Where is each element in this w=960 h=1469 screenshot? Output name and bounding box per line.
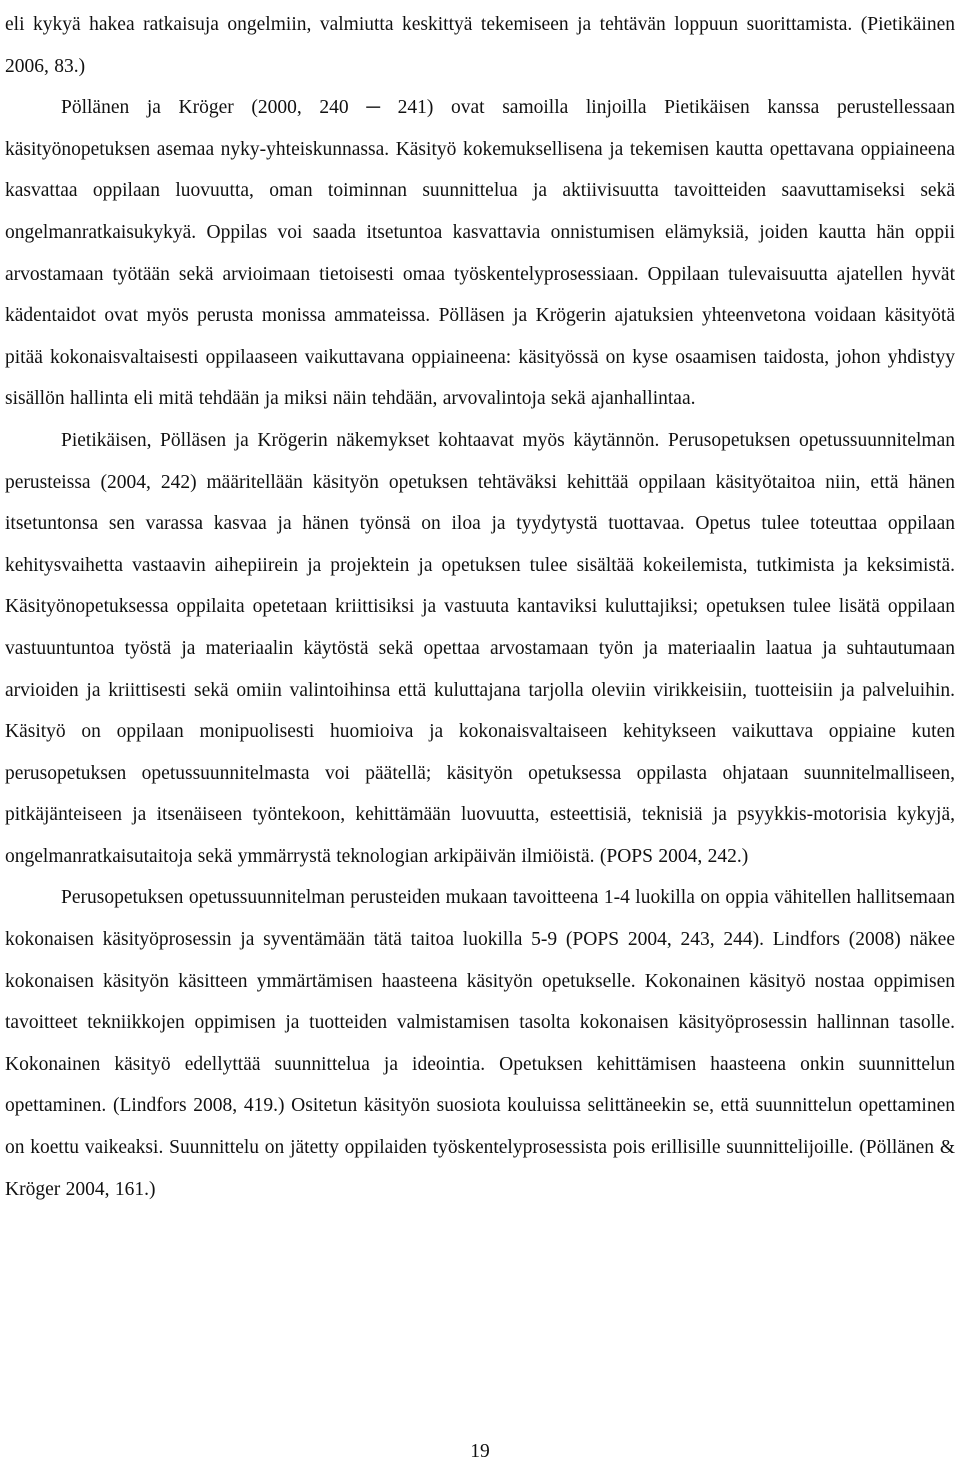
- paragraph-1: eli kykyä hakea ratkaisuja ongelmiin, valmiutta keskittyä tekemiseen ja tehtävän loppuun suorittamista. (Pietikäinen 2006, 83.): [5, 14, 955, 77]
- document-page: [5, 0, 955, 1469]
- paragraph-2: Pöllänen ja Kröger (2000, 240 ─ 241) ovat samoilla linjoilla Pietikäisen kanssa perustellessaan käsityönopetuksen asemaa nyky-yhteiskunnassa. Käsityö kokemuksellisena ja tekemisen kautta opettavana oppiaineena kasvattaa oppilaan luovuutta, oman toiminnan suunnittelua ja aktiivisuutta tavoitteiden saavuttamiseksi sekä ongelmanratkaisukykyä. Oppilas voi saada itsetuntoa kasvattavia onnistumisen elämyksiä, joiden kautta hän oppii arvostamaan työtään sekä arvioimaan tietoisesti omaa työskentelyprosessiaan. Oppilaan tulevaisuutta ajatellen hyvät kädentaidot ovat myös perusta monissa ammateissa. Pölläsen ja Krögerin ajatuksien yhteenvetona voidaan käsityötä pitää kokonaisvaltaisesti oppilaaseen vaikuttavana oppiaineena: käsityössä on kyse osaamisen taidosta, johon yhdistyy sisällön hallinta eli mitä tehdään ja miksi näin tehdään, arvovalintoja sekä ajanhallintaa.: [5, 97, 955, 410]
- paragraph-3: Pietikäisen, Pölläsen ja Krögerin näkemykset kohtaavat myös käytännön. Perusopetuksen opetussuunnitelman perusteissa (2004, 242) määritellään käsityön opetuksen tehtäväksi kehittää oppilaan käsityötaitoa niin, että hänen itsetuntonsa sen varassa kasvaa ja hänen työnsä on iloa ja tyydytystä tuottavaa. Opetus tulee toteuttaa oppilaan kehitysvaihetta vastaavin aihepiirein ja projektein ja opetuksen tulee sisältää kokeilemista, tutkimista ja keksimistä. Käsityönopetuksessa oppilaita opetetaan kriittisiksi ja vastuuta kantaviksi kuluttajiksi; opetuksen tulee lisätä oppilaan vastuuntuntoa työstä ja materiaalin käytöstä sekä opettaa arvostamaan työn ja materiaalin laatua ja suhtautumaan arvioiden ja kriittisesti sekä omiin valintoihinsa että kuluttajana tarjolla oleviin virikkeisiin, tuotteisiin ja palveluihin. Käsityö on oppilaan monipuolisesti huomioiva ja kokonaisvaltaiseen kehitykseen vaikuttava oppiaine kuten perusopetuksen opetussuunnitelmasta voi päätellä; käsityön opetuksessa oppilasta ohjataan suunnitelmalliseen, pitkäjänteiseen ja itsenäiseen työntekoon, kehittämään luovuutta, esteettisiä, teknisiä ja psyykkis-motorisia kykyjä, ongelmanratkaisutaitoja sekä ymmärrystä teknologian arkipäivän ilmiöistä. (POPS 2004, 242.): [5, 429, 955, 867]
- paragraph-4: Perusopetuksen opetussuunnitelman perusteiden mukaan tavoitteena 1-4 luokilla on oppia vähitellen hallitsemaan kokonaisen käsityöprosessin ja syventämään tätä taitoa luokilla 5-9 (POPS 2004, 243, 244). Lindfors (2008) näkee kokonaisen käsityön käsitteen ymmärtämisen haasteena käsityön opetukselle. Kokonainen käsityö nostaa oppimisen tavoitteet tekniikkojen oppimisen ja tuotteiden valmistamisen tasolta kokonaisen käsityöprosessin hallinnan tasolle. Kokonainen käsityö edellyttää suunnittelua ja ideointia. Opetuksen kehittämisen haasteena onkin suunnittelun opettaminen. (Lindfors 2008, 419.) Ositetun käsityön suosiota kouluissa selittäneekin se, että suunnittelun opettaminen on koettu vaikeaksi. Suunnittelu on jätetty oppilaiden työskentelyprosessista pois erillisille suunnittelijoille. (Pöllänen & Kröger 2004, 161.): [5, 887, 955, 1200]
- page-number: 19: [470, 1441, 490, 1462]
- body-text: [5, 0, 955, 1210]
